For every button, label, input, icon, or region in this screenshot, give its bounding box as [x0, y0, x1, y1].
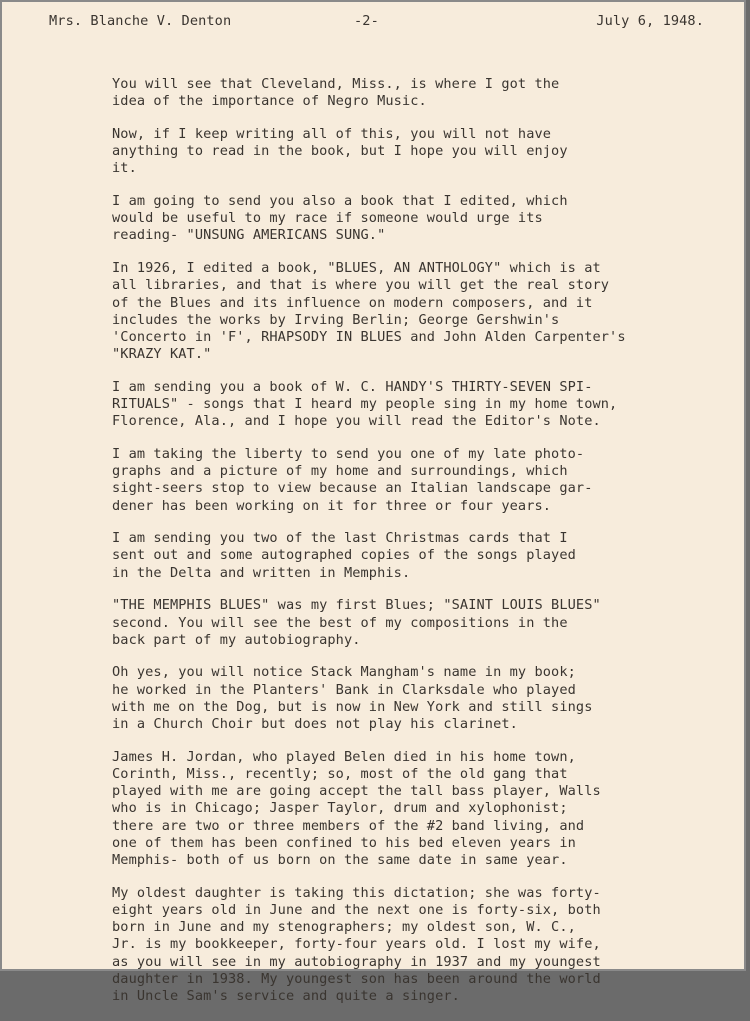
text-line: James H. Jordan, who played Belen died in his home town, — [112, 748, 576, 765]
text-line: sight-seers stop to view because an Italian landscape gar- — [112, 480, 593, 497]
text-line: Now, if I keep writing all of this, you will not have — [112, 125, 552, 142]
text-line: all libraries, and that is where you will get the real story — [112, 277, 610, 294]
letter-paragraph — [112, 664, 712, 733]
text-line: dener has been working on it for three or four years. — [112, 497, 552, 514]
text-line: I am sending you two of the last Christmas cards that I — [112, 530, 568, 547]
letter-paragraph — [112, 530, 712, 582]
header-date: July 6, 1948. — [596, 13, 704, 29]
text-line: In 1926, I edited a book, "BLUES, AN ANTHOLOGY" which is at — [112, 260, 601, 277]
text-line: with me on the Dog, but is now in New York and still sings — [112, 698, 593, 715]
text-line: it. — [112, 160, 137, 177]
text-line: played with me are going accept the tall bass player, Walls — [112, 783, 601, 800]
text-line: idea of the importance of Negro Music. — [112, 93, 427, 110]
letter-paragraph — [112, 126, 712, 178]
text-line: second. You will see the best of my compositions in the — [112, 614, 568, 631]
text-line: You will see that Cleveland, Miss., is where I got the — [112, 76, 560, 92]
text-line: in a Church Choir but does not play his clarinet. — [112, 716, 518, 733]
header-recipient: Mrs. Blanche V. Denton — [49, 13, 232, 29]
text-line: 'Concerto in 'F', RHAPSODY IN BLUES and John Alden Carpenter's — [112, 328, 626, 345]
text-line: as you will see in my autobiography in 1937 and my youngest — [112, 953, 601, 970]
text-line: of the Blues and its influence on modern composers, and it — [112, 294, 593, 311]
letter-header — [49, 13, 704, 33]
letter-paragraph — [112, 379, 712, 431]
text-line: My oldest daughter is taking this dictation; she was forty- — [112, 884, 601, 901]
text-line: sent out and some autographed copies of the songs played — [112, 547, 576, 564]
letter-paragraph — [112, 446, 712, 515]
text-line: "THE MEMPHIS BLUES" was my first Blues; "SAINT LOUIS BLUES" — [112, 597, 601, 614]
text-line: Corinth, Miss., recently; so, most of the old gang that — [112, 766, 568, 782]
text-line: daughter in 1938. My youngest son has been around the world — [112, 970, 601, 987]
text-line: RITUALS" - songs that I heard my people sing in my home town, — [112, 396, 618, 413]
text-line: Florence, Ala., and I hope you will read the Editor's Note. — [112, 413, 601, 430]
text-line: Jr. is my bookkeeper, forty-four years old. I lost my wife, — [112, 936, 601, 953]
text-line: who is in Chicago; Jasper Taylor, drum and xylophonist; — [112, 800, 568, 817]
letter-paragraph — [112, 749, 712, 869]
text-line: eight years old in June and the next one is forty-six, both — [112, 901, 601, 918]
text-line: graphs and a picture of my home and surroundings, which — [112, 463, 568, 480]
letter-body — [112, 76, 712, 1021]
text-line: anything to read in the book, but I hope you will enjoy — [112, 143, 568, 160]
text-line: he worked in the Planters' Bank in Clarksdale who played — [112, 681, 576, 698]
text-line: one of them has been confined to his bed eleven years in — [112, 834, 576, 851]
text-line: in the Delta and written in Memphis. — [112, 564, 411, 581]
text-line: there are two or three members of the #2 band living, and — [112, 817, 585, 834]
letter-paragraph — [112, 193, 712, 245]
letter-paragraph — [112, 885, 712, 1005]
letter-paragraph — [112, 597, 712, 649]
text-line: I am sending you a book of W. C. HANDY'S THIRTY-SEVEN SPI- — [112, 378, 593, 395]
text-line: "KRAZY KAT." — [112, 346, 212, 363]
text-line: includes the works by Irving Berlin; George Gershwin's — [112, 311, 560, 328]
text-line: I am taking the liberty to send you one of my late photo- — [112, 445, 585, 462]
text-line: in Uncle Sam's service and quite a singer. — [112, 987, 460, 1004]
letter-paragraph — [112, 260, 712, 363]
text-line: Memphis- both of us born on the same date in same year. — [112, 852, 568, 869]
text-line: back part of my autobiography. — [112, 631, 361, 648]
text-line: Oh yes, you will notice Stack Mangham's name in my book; — [112, 664, 576, 681]
text-line: reading- "UNSUNG AMERICANS SUNG." — [112, 227, 386, 244]
letter-paragraph — [112, 76, 712, 110]
text-line: would be useful to my race if someone would urge its — [112, 210, 543, 227]
text-line: born in June and my stenographers; my oldest son, W. C., — [112, 919, 576, 936]
header-page-number: -2- — [354, 13, 379, 29]
text-line: I am going to send you also a book that I edited, which — [112, 193, 568, 210]
